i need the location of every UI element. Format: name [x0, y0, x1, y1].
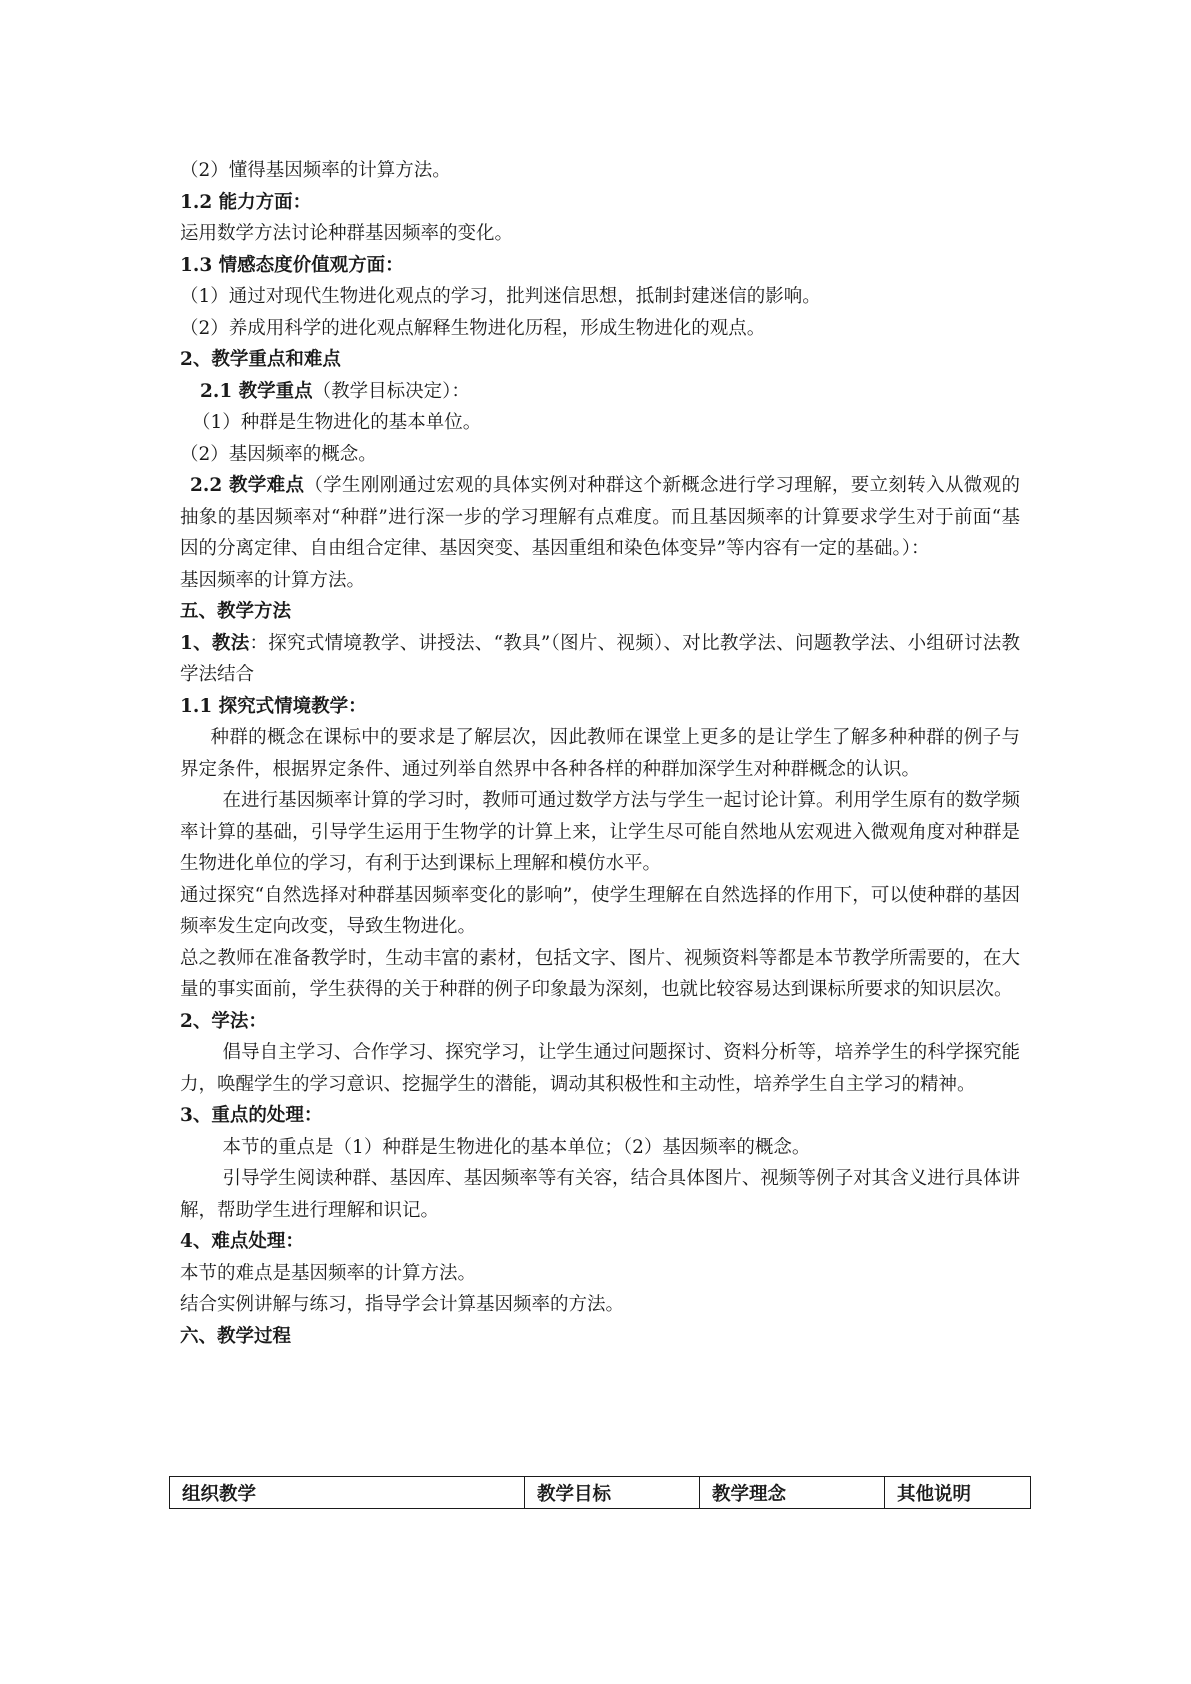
table-header-goal: 教学目标 [525, 1477, 700, 1509]
attitude-item-2: （2）养成用科学的进化观点解释生物进化历程，形成生物进化的观点。 [180, 317, 766, 339]
attitude-item-1: （1）通过对现代生物进化观点的学习，批判迷信思想，抵制封建迷信的影响。 [180, 286, 821, 307]
difficulty-item: 基因频率的计算方法。 [180, 569, 366, 591]
key-points-heading-label: 2.1 教学重点 [200, 380, 313, 402]
document-body [180, 155, 1020, 1352]
teaching-method-label: 1、教法 [180, 632, 250, 654]
key-point-item-1: （1）种群是生物进化的基本单位。 [192, 412, 482, 433]
heading-learning-method: 2、学法： [180, 1010, 267, 1032]
inquiry-paragraph-3: 通过探究“自然选择对种群基因频率变化的影响”，使学生理解在自然选择的作用下，可以使种群的基因频率发生定向改变，导致生物进化。 [180, 884, 1020, 937]
heading-teaching-methods: 五、教学方法 [180, 601, 292, 622]
heading-key-handling: 3、重点的处理： [180, 1105, 323, 1126]
teaching-method-text: ：探究式情境教学、讲授法、“教具”（图片、视频）、对比教学法、问题教学法、小组研讨法教学法结合 [180, 632, 1021, 685]
difficulty-paragraph [180, 470, 1020, 565]
inquiry-paragraph-1: 种群的概念在课标中的要求是了解层次，因此教师在课堂上更多的是让学生了解多种种群的例子与界定条件，根据界定条件、通过列举自然界中各种各样的种群加深学生对种群概念的认识。 [180, 727, 1020, 780]
difficulty-handling-text-1: 本节的难点是基因频率的计算方法。 [180, 1262, 477, 1284]
table-header-row [170, 1477, 1031, 1509]
key-point-item-2: （2）基因频率的概念。 [180, 443, 377, 465]
heading-inquiry-teaching: 1.1 探究式情境教学： [180, 695, 367, 717]
key-handling-paragraph-1: 本节的重点是（1）种群是生物进化的基本单位；（2）基因频率的概念。 [222, 1136, 811, 1158]
teaching-method-paragraph [180, 628, 1020, 691]
difficulty-heading-note: （学生刚刚通过宏观的具体实例对种群这个新概念进行学习理解，要立刻转入从微观的抽象的基因频率对“种群”进行深一步的学习理解有点难度。而且基因频率的计算要求学生对于前面“基因的分离定律、自由组合定律、基因突变、基因重组和染色体变异”等内容有一定的基础。）： [180, 475, 1020, 559]
key-handling-paragraph-2: 引导学生阅读种群、基因库、基因频率等有关容，结合具体图片、视频等例子对其含义进行具体讲解，帮助学生进行理解和识记。 [180, 1168, 1020, 1221]
key-points-heading-note: （教学目标决定）： [312, 380, 470, 402]
difficulty-heading-label: 2.2 教学难点 [190, 475, 305, 496]
teaching-process-table-wrap [169, 1476, 1030, 1509]
heading-attitude: 1.3 情感态度价值观方面： [180, 254, 404, 276]
inquiry-paragraph-4: 总之教师在准备教学时，生动丰富的素材，包括文字、图片、视频资料等都是本节教学所需要的，在大量的事实面前，学生获得的关于种群的例子印象最为深刻，也就比较容易达到课标所要求的知识层次。 [180, 947, 1020, 1000]
table-header-notes: 其他说明 [885, 1477, 1031, 1509]
heading-ability: 1.2 能力方面： [180, 191, 312, 213]
key-points-heading [180, 376, 1020, 408]
difficulty-handling-text-2: 结合实例讲解与练习，指导学会计算基因频率的方法。 [180, 1294, 625, 1315]
learning-method-paragraph: 倡导自主学习、合作学习、探究学习，让学生通过问题探讨、资料分析等，培养学生的科学探究能力，唤醒学生的学习意识、挖掘学生的潜能，调动其积极性和主动性，培养学生自主学习的精神。 [180, 1042, 1020, 1095]
heading-key-and-difficult: 2、教学重点和难点 [180, 349, 341, 370]
table-header-concept: 教学理念 [700, 1477, 885, 1509]
inquiry-paragraph-2: 在进行基因频率计算的学习时，教师可通过数学方法与学生一起讨论计算。利用学生原有的数学频率计算的基础，引导学生运用于生物学的计算上来，让学生尽可能自然地从宏观进入微观角度对种群是生物进化单位的学习，有利于达到课标上理解和模仿水平。 [180, 790, 1020, 874]
ability-text: 运用数学方法讨论种群基因频率的变化。 [180, 223, 514, 244]
teaching-process-table [169, 1476, 1031, 1509]
heading-teaching-process: 六、教学过程 [180, 1325, 292, 1347]
table-header-organize: 组织教学 [170, 1477, 525, 1509]
heading-difficulty-handling: 4、难点处理： [180, 1231, 304, 1252]
goal-understand-gene-frequency: （2）懂得基因频率的计算方法。 [180, 160, 451, 181]
